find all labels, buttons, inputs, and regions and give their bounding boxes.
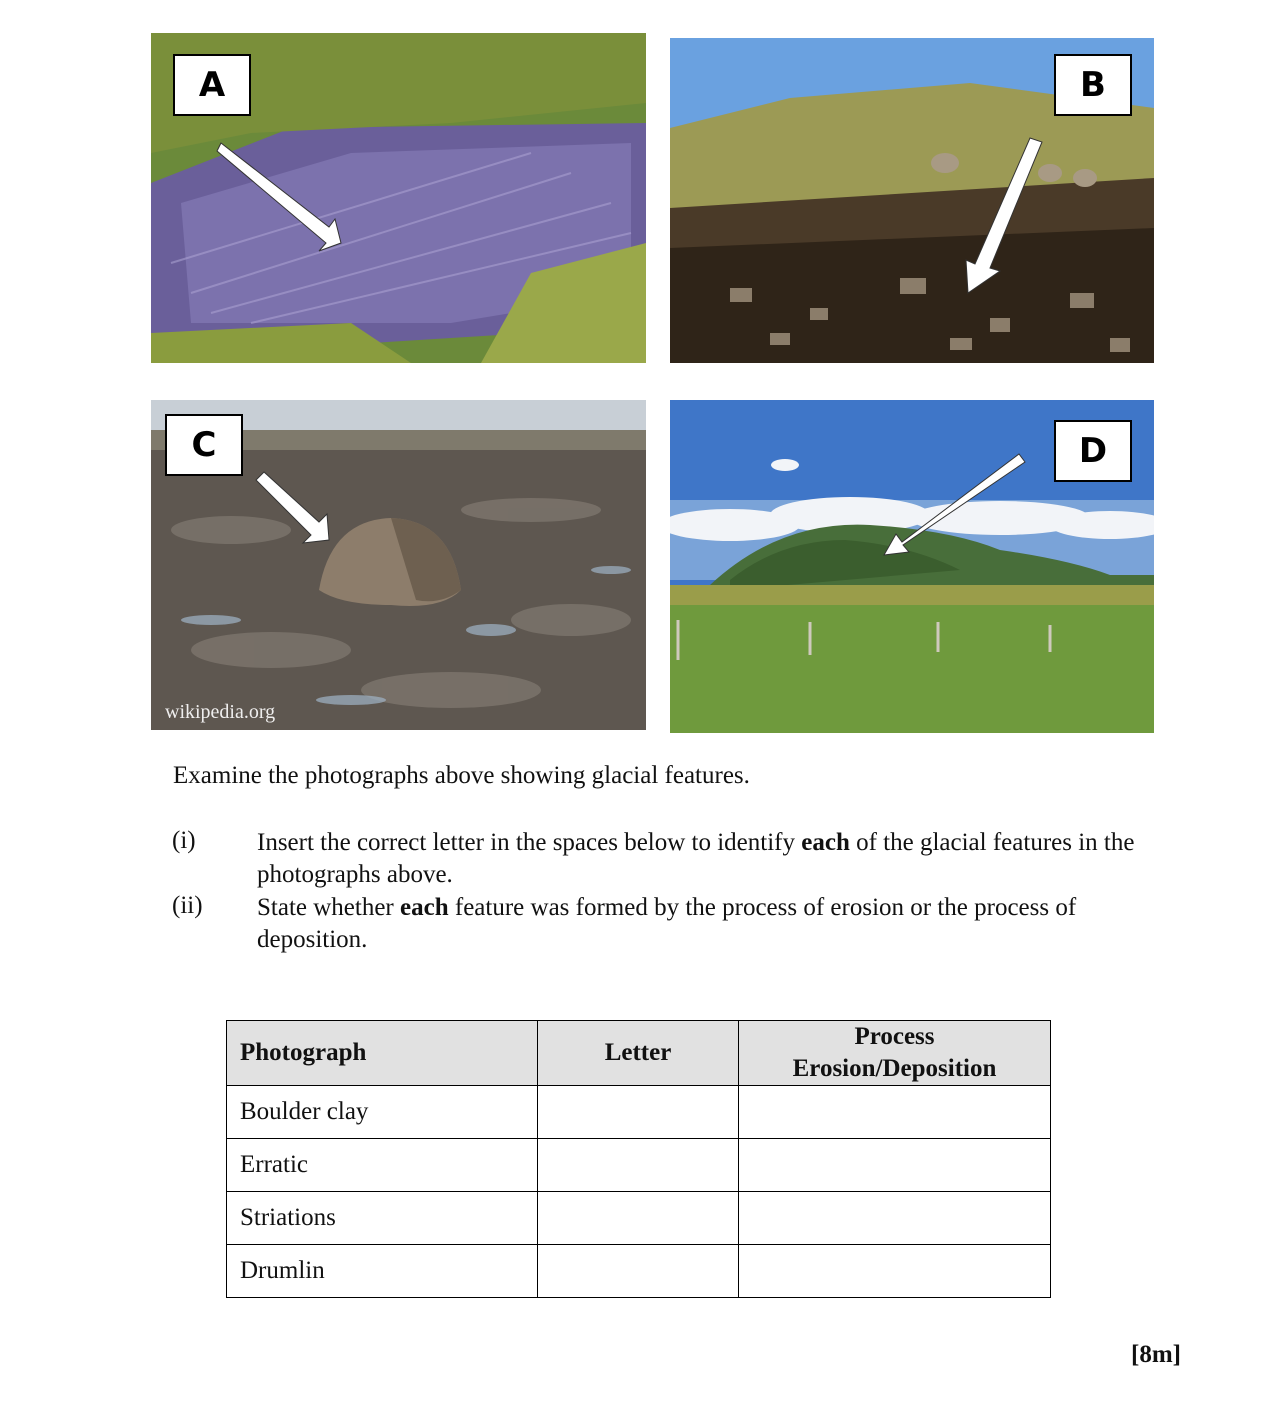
table-row	[227, 1192, 1051, 1245]
photo-d	[670, 400, 1154, 733]
row-letter-cell[interactable]	[538, 1192, 739, 1245]
row-process-cell[interactable]	[739, 1245, 1051, 1298]
row-photograph: Drumlin	[227, 1245, 538, 1298]
question-ii-number: (ii)	[172, 892, 203, 919]
table-row	[227, 1086, 1051, 1139]
intro-text: Examine the photographs above showing glacial features.	[173, 762, 750, 789]
photo-d-letter-label: D	[1054, 420, 1132, 482]
photo-a	[151, 33, 646, 363]
table-row	[227, 1245, 1051, 1298]
marks-total: [8m]	[1131, 1341, 1181, 1368]
table-row	[227, 1139, 1051, 1192]
row-photograph: Erratic	[227, 1139, 538, 1192]
question-i-number: (i)	[172, 827, 196, 854]
row-photograph: Striations	[227, 1192, 538, 1245]
header-photograph: Photograph	[227, 1021, 538, 1086]
photo-b	[670, 38, 1154, 363]
table-header-row	[227, 1021, 1051, 1086]
question-ii-text: State whether each feature was formed by the process of erosion or the process of deposition.	[257, 894, 1077, 953]
photo-c-watermark: wikipedia.org	[165, 701, 276, 723]
row-letter-cell[interactable]	[538, 1086, 739, 1139]
row-process-cell[interactable]	[739, 1139, 1051, 1192]
photo-c-letter-label: C	[165, 414, 243, 476]
header-letter: Letter	[538, 1021, 739, 1086]
row-letter-cell[interactable]	[538, 1139, 739, 1192]
row-process-cell[interactable]	[739, 1086, 1051, 1139]
header-process: Process Erosion/Deposition	[739, 1021, 1051, 1086]
row-process-cell[interactable]	[739, 1192, 1051, 1245]
photo-b-letter-label: B	[1054, 54, 1132, 116]
row-photograph: Boulder clay	[227, 1086, 538, 1139]
row-letter-cell[interactable]	[538, 1245, 739, 1298]
photo-a-letter-label: A	[173, 54, 251, 116]
photo-c	[151, 400, 646, 730]
question-i-text: Insert the correct letter in the spaces below to identify each of the glacial features in the photographs above.	[257, 829, 1135, 888]
answer-table	[226, 1020, 1051, 1298]
